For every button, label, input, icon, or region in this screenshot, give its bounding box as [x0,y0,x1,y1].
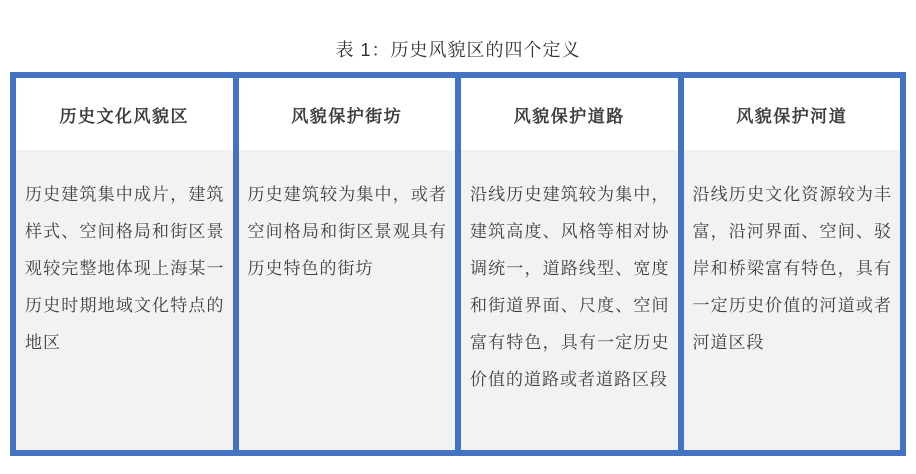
table-caption: 表 1：历史风貌区的四个定义 [335,40,581,60]
table-column-protected-river [678,78,901,450]
column-definition-text: 沿线历史建筑较为集中，建筑高度、风格等相对协调统一，道路线型、宽度和街道界面、尺度、空间富有特色，具有一定历史价值的道路或者道路区段 [461,150,678,450]
table-column-protected-block [233,78,456,450]
column-definition-text: 历史建筑集中成片，建筑样式、空间格局和街区景观较完整地体现上海某一历史时期地域文化特点的地区 [16,150,233,450]
column-header: 风貌保护街坊 [239,78,456,150]
table-column-protected-road [455,78,678,450]
column-header: 历史文化风貌区 [16,78,233,150]
column-header: 风貌保护道路 [461,78,678,150]
table-column-historic-cultural-area [16,78,233,450]
definitions-table [10,72,906,456]
column-definition-text: 沿线历史文化资源较为丰富，沿河界面、空间、驳岸和桥梁富有特色，具有一定历史价值的河道或者河道区段 [684,150,901,450]
column-definition-text: 历史建筑较为集中，或者空间格局和街区景观具有历史特色的街坊 [239,150,456,450]
column-header: 风貌保护河道 [684,78,901,150]
